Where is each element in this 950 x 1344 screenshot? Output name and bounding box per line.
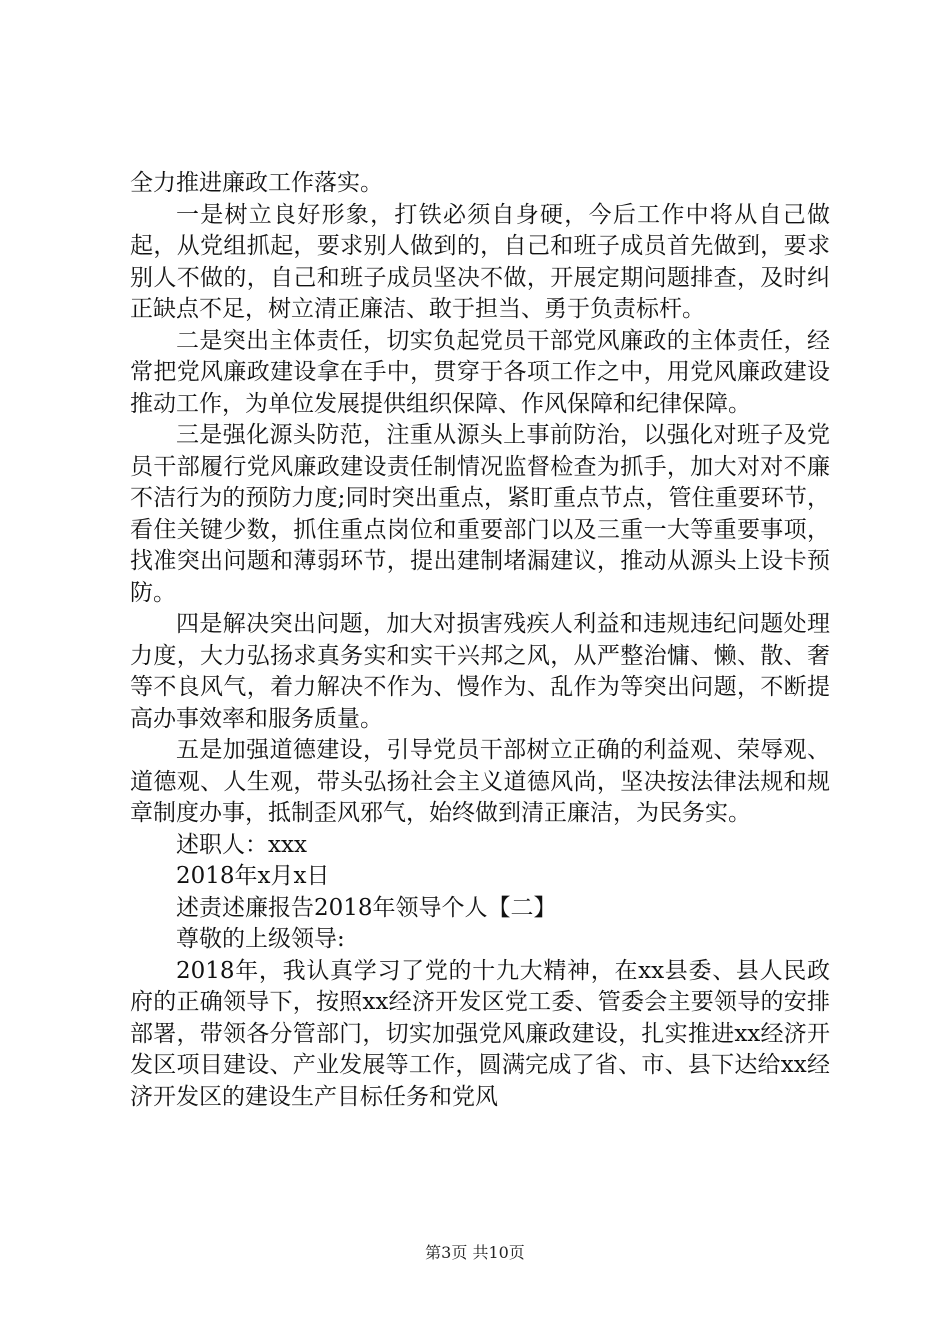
document-body	[130, 168, 830, 1113]
paragraph-point-two: 二是突出主体责任，切实负起党员干部党风廉政的主体责任，经常把党风廉政建设拿在手中，贯穿于各项工作之中，用党风廉政建设推动工作，为单位发展提供组织保障、作风保障和纪律保障。	[130, 327, 830, 417]
paragraph-report-intro: 2018年，我认真学习了党的十九大精神，在xx县委、县人民政府的正确领导下，按照xx经济开发区党工委、管委会主要领导的安排部署，带领各分管部门，切实加强党风廉政建设，扎实推进xx经济开发区项目建设、产业发展等工作，圆满完成了省、市、县下达给xx经济开发区的建设生产目标任务和党风	[130, 957, 830, 1110]
paragraph-point-three: 三是强化源头防范，注重从源头上事前防治，以强化对班子及党员干部履行党风廉政建设责任制情况监督检查为抓手，加大对对不廉不洁行为的预防力度;同时突出重点，紧盯重点节点，管住重要环节，看住关键少数，抓住重点岗位和重要部门以及三重一大等重要事项，找准突出问题和薄弱环节，提出建制堵漏建议，推动从源头上设卡预防。	[130, 422, 830, 606]
date-line: 2018年x月x日	[176, 863, 330, 889]
paragraph-point-four: 四是解决突出问题，加大对损害残疾人利益和违规违纪问题处理力度，大力弘扬求真务实和实干兴邦之风，从严整治慵、懒、散、奢等不良风气，着力解决不作为、慢作为、乱作为等突出问题，不断提高办事效率和服务质量。	[130, 611, 830, 732]
paragraph-point-one: 一是树立良好形象，打铁必须自身硬，今后工作中将从自己做起，从党组抓起，要求别人做到的，自己和班子成员首先做到，要求别人不做的，自己和班子成员坚决不做，开展定期问题排查，及时纠正缺点不足，树立清正廉洁、敢于担当、勇于负责标杆。	[130, 201, 830, 322]
signature-line: 述职人：xxx	[176, 831, 307, 858]
salutation: 尊敬的上级领导:	[176, 926, 345, 952]
section-title: 述责述廉报告2018年领导个人【二】	[176, 894, 557, 921]
page-footer: 第3页 共10页	[425, 1243, 525, 1262]
paragraph-continuation: 全力推进廉政工作落实。	[130, 170, 383, 196]
paragraph-point-five: 五是加强道德建设，引导党员干部树立正确的利益观、荣辱观、道德观、人生观，带头弘扬社会主义道德风尚，坚决按法律法规和规章制度办事，抵制歪风邪气，始终做到清正廉洁，为民务实。	[130, 737, 830, 826]
